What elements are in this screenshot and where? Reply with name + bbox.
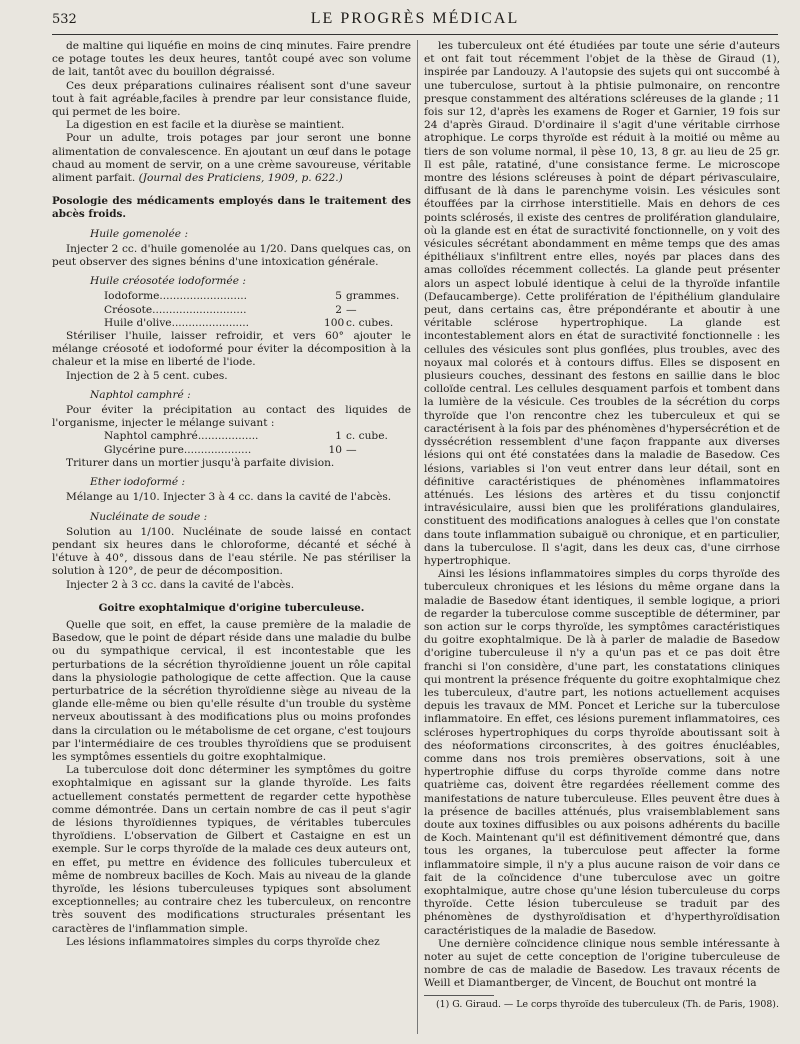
formula-row xyxy=(104,430,411,443)
footnote: (1) G. Giraud. — Le corps thyroïde des tuberculeux (Th. de Paris, 1908). xyxy=(436,998,779,1010)
footnote-rule xyxy=(424,995,494,996)
paragraph: Injecter 2 cc. d'huile gomenolée au 1/20. Dans quelques cas, on peut observer des signes bénins d'une intoxication générale. xyxy=(52,242,411,269)
subheading-gomenol: Huile gomenolée : xyxy=(90,227,189,240)
ingredient-unit: c. cube. xyxy=(346,430,388,443)
paragraph-text: Pour un adulte, trois potages par jour seront une bonne alimentation de convalescence. En ajoutant un œuf dans le potage chaud au moment de servir, on a une crème savoureuse, véritable aliment parfait. xyxy=(52,132,411,185)
paragraph: Injecter 2 à 3 cc. dans la cavité de l'abcès. xyxy=(66,578,295,591)
ingredient-qty: 2 xyxy=(335,303,342,316)
paragraph: Mélange au 1/10. Injecter 3 à 4 cc. dans la cavité de l'abcès. xyxy=(66,491,392,504)
page-header xyxy=(52,10,778,34)
paragraph: Une dernière coïncidence clinique nous semble intéressante à noter au sujet de cette conception de l'origine tuberculeuse de nombre de cas de maladie de Basedow. Les travaux récents de Weill et Diamantberger, de Vincent, de Bouchut ont montré la xyxy=(424,937,780,990)
formula-creosote xyxy=(52,290,411,330)
ingredient-unit: — xyxy=(346,303,357,316)
ingredient-unit: c. cubes. xyxy=(346,316,394,329)
section-title-goitre: Goitre exophtalmique d'origine tuberculeuse. xyxy=(98,601,365,614)
formula-row xyxy=(104,290,411,303)
paragraph: Ces deux préparations culinaires réalisent sont d'une saveur tout à fait agréable,faciles à prendre par leur consistance fluide, qui permet de les boire. xyxy=(52,79,411,119)
ingredient-unit: grammes. xyxy=(346,290,400,303)
ingredient-qty: 10 xyxy=(328,443,342,456)
paragraph: Quelle que soit, en effet, la cause première de la maladie de Basedow, que le point de départ réside dans une maladie du bulbe ou du sympathique cervical, il est incontestable que les perturbations de la sécrétion thyroïdienne jouent un rôle capital dans la physiologie pathologique de cette affection. Que la cause perturbatrice de la sécrétion thyroïdienne siège au niveau de la glande elle-même ou bien qu'elle résulte d'un trouble du système nerveux aboutissant à des modifications plus ou moins profondes dans la circulation ou le métabolisme de cet organe, c'est toujours par l'intermédiaire de ces troubles thyroïdiens que se produisent les symptômes essentiels du goitre exophtalmique. xyxy=(52,618,411,763)
subheading-naphtol: Naphtol camphré : xyxy=(90,388,191,401)
paragraph: Injection de 2 à 5 cent. cubes. xyxy=(66,369,228,382)
right-column xyxy=(424,40,780,1034)
ingredient-qty: 5 xyxy=(335,290,342,303)
ingredient-name: Créosote............................ xyxy=(104,303,247,316)
paragraph: Pour éviter la précipitation au contact des liquides de l'organisme, injecter le mélange suivant : xyxy=(52,404,411,430)
paragraph: La digestion en est facile et la diurèse se maintient. xyxy=(66,119,345,132)
formula-row xyxy=(104,444,411,457)
paragraph: de maltine qui liquéfie en moins de cinq minutes. Faire prendre ce potage toutes les deux heures, tantôt coupé avec son volume de lait, tantôt avec du bouillon dégraissé. xyxy=(52,40,411,79)
ingredient-unit: — xyxy=(346,443,357,456)
paragraph: les tuberculeux ont été étudiées par toute une série d'auteurs et ont fait tout récemment l'objet de la thèse de Giraud (1), inspirée par Landouzy. A l'autopsie des sujets qui ont succombé à une tuberculose, surtout à la phtisie pulmonaire, on rencontre presque constamment des altérations scléreuses de la glande ; 11 fois sur 12, d'après les examens de Roger et Garnier, 19 fois sur 24 d'après Giraud. D'ordinaire il s'agit d'une véritable cirrhose atrophique. Le corps thyroïde est réduit à la moitié ou même au tiers de son volume normal, il pèse 10, 13, 8 gr. au lieu de 25 gr. Il est pâle, ratatiné, d'une consistance ferme. Le microscope montre des lésions scléreuses à point de départ périvasculaire, diffusant de là dans le parenchyme voisin. Les vésicules sont étouffées par la cirrhose interstitielle. Mais en dehors de ces points sclérosés, il existe des centres de prolifération glandulaire, où la glande est en état de suractivité fonctionnelle, on y voit des vésicules sécrétant abondamment en même temps que des amas épithéliaux s'infiltrent entre elles, noyés par places dans des amas colloïdes récemment collectés. La glande peut présenter alors un aspect lobulé identique à celui de la thyroïde infantile (Defaucamberge). Cette prolifération de l'épithélium glandulaire peut, dans certains cas, être prépondérante et aboutir à une véritable sclérose hypertrophique. La glande est incontestablement alors en état de suractivité fonctionnelle : les cellules des vésicules sont plus gonflées, plus troubles, avec des noyaux mal colorés et à contours diffus. Elles se disposent en plusieurs couches, dessinant des festons en saillie dans le bloc colloïde central. Les cellules desquament parfois et tombent dans la lumière de la vésicule. Ces troubles de la sécrétion du corps thyroïde que l'on rencontre chez les tuberculeux et qui se caractérisent à la fois par des phénomènes d'hypersécrétion et de dyssécrétion ressemblent d'une façon frappante aux diverses lésions qui ont été constatées dans la maladie de Basedow. Ces lésions, variables si l'on veut entrer dans leur détail, sont en définitive caractéristiques de phénomènes inflammatoires atténués. Les lésions des artères et du tissu conjonctif intravésiculaire, aussi bien que les proliférations glandulaires, constituent des modifications analogues à celles que l'on constate dans toute inflammation subaiguë ou chronique, et en particulier, dans la tuberculose. Il s'agit, dans les deux cas, d'une cirrhose hypertrophique. xyxy=(424,40,780,567)
column-divider xyxy=(417,40,418,1034)
ingredient-name: Huile d'olive....................... xyxy=(104,316,250,329)
page-number: 532 xyxy=(52,12,77,27)
left-column xyxy=(52,40,411,1034)
header-rule xyxy=(52,34,778,35)
ingredient-name: Naphtol camphré.................. xyxy=(104,430,259,443)
paragraph: Solution au 1/100. Nucléinate de soude laissé en contact pendant six heures dans le chloroforme, décanté et séché à l'étuve à 40°, dissous dans de l'eau stérile. Ne pas stériliser la solution à 120°, de peur de décomposition. xyxy=(52,525,411,578)
ingredient-qty: 100 xyxy=(324,316,345,329)
source-citation: (Journal des Praticiens, 1909, p. 622.) xyxy=(138,172,343,185)
ingredient-qty: 1 xyxy=(335,430,342,443)
paragraph xyxy=(52,132,411,185)
subheading-creosote: Huile créosotée iodoformée : xyxy=(90,275,246,288)
ingredient-name: Glycérine pure.................... xyxy=(104,443,252,456)
formula-naphtol xyxy=(52,430,411,456)
paragraph: La tuberculose doit donc déterminer les symptômes du goitre exophtalmique en agissant sur la glande thyroïde. Les faits actuellement constatés permettent de regarder cette hypothèse comme démontrée. Dans un certain nombre de cas il peut s'agir de lésions thyroïdiennes typiques, de véritables tubercules thyroïdiens. L'observation de Gilbert et Castaigne en est un exemple. Sur le corps thyroïde de la malade ces deux auteurs ont, en effet, pu mettre en évidence des follicules tuberculeux et même de nombreux bacilles de Koch. Mais au niveau de la glande thyroïde, les lésions tuberculeuses typiques sont absolument exceptionnelles; au contraire chez les tuberculeux, on rencontre très souvent des modifications structurales présentant les caractères de l'inflammation simple. xyxy=(52,764,411,935)
subheading-nucleinate: Nucléinate de soude : xyxy=(90,510,208,523)
paragraph: Stériliser l'huile, laisser refroidir, et vers 60° ajouter le mélange créosoté et iodoformé pour éviter la décomposition à la chaleur et la mise en liberté de l'iode. xyxy=(52,330,411,369)
formula-row xyxy=(104,304,411,317)
subheading-ether: Ether iodoformé : xyxy=(90,476,186,489)
ingredient-name: Iodoforme.......................... xyxy=(104,290,247,303)
paragraph: Ainsi les lésions inflammatoires simples du corps thyroïde des tuberculeux chroniques et les lésions du même organe dans la maladie de Basedow étant identiques, il semble logique, a priori de regarder la tuberculose comme susceptible de déterminer, par son action sur le corps thyroïde, les symptômes caractéristiques du goitre exophtalmique. De là à parler de maladie de Basedow d'origine tuberculeuse il n'y a qu'un pas et ce pas doit être franchi si l'on considère, d'une part, les constatations cliniques qui montrent la présence fréquente du goitre exophtalmique chez les tuberculeux, d'autre part, les notions actuellement acquises depuis les travaux de MM. Poncet et Leriche sur la tuberculose inflammatoire. En effet, ces lésions purement inflammatoires, ces scléroses hypertrophiques du corps thyroïde aboutissant soit à des néoformations circonscrites, à des goitres énucléables, comme dans nos trois premières observations, soit à une hypertrophie diffuse du corps thyroïde comme dans notre quatrième cas, doivent être regardées réellement comme des manifestations de nature tuberculeuse. Elles peuvent être dues à la présence de bacilles atténués, plus vraisemblablement sans doute aux toxines diffusibles ou aux poisons adhérents du bacille de Koch. Maintenant qu'il est définitivement démontré que, dans tous les organes, la tuberculose peut affecter la forme inflammatoire simple, il n'y a plus aucune raison de voir dans ce fait de la coïncidence d'une tuberculose avec un goitre exophtalmique, autre chose qu'une lésion tuberculeuse du corps thyroïde. Cette lésion tuberculeuse se traduit par des phénomènes de dysthyroïdisation et d'hyperthyroïdisation caractéristiques de la maladie de Basedow. xyxy=(424,568,780,937)
formula-row xyxy=(104,317,411,330)
section-title-posology: Posologie des médicaments employés dans le traitement des abcès froids. xyxy=(52,195,411,221)
paragraph: Les lésions inflammatoires simples du corps thyroïde chez xyxy=(66,935,380,948)
paragraph: Triturer dans un mortier jusqu'à parfaite division. xyxy=(66,456,335,469)
journal-title: LE PROGRÈS MÉDICAL xyxy=(310,10,520,27)
